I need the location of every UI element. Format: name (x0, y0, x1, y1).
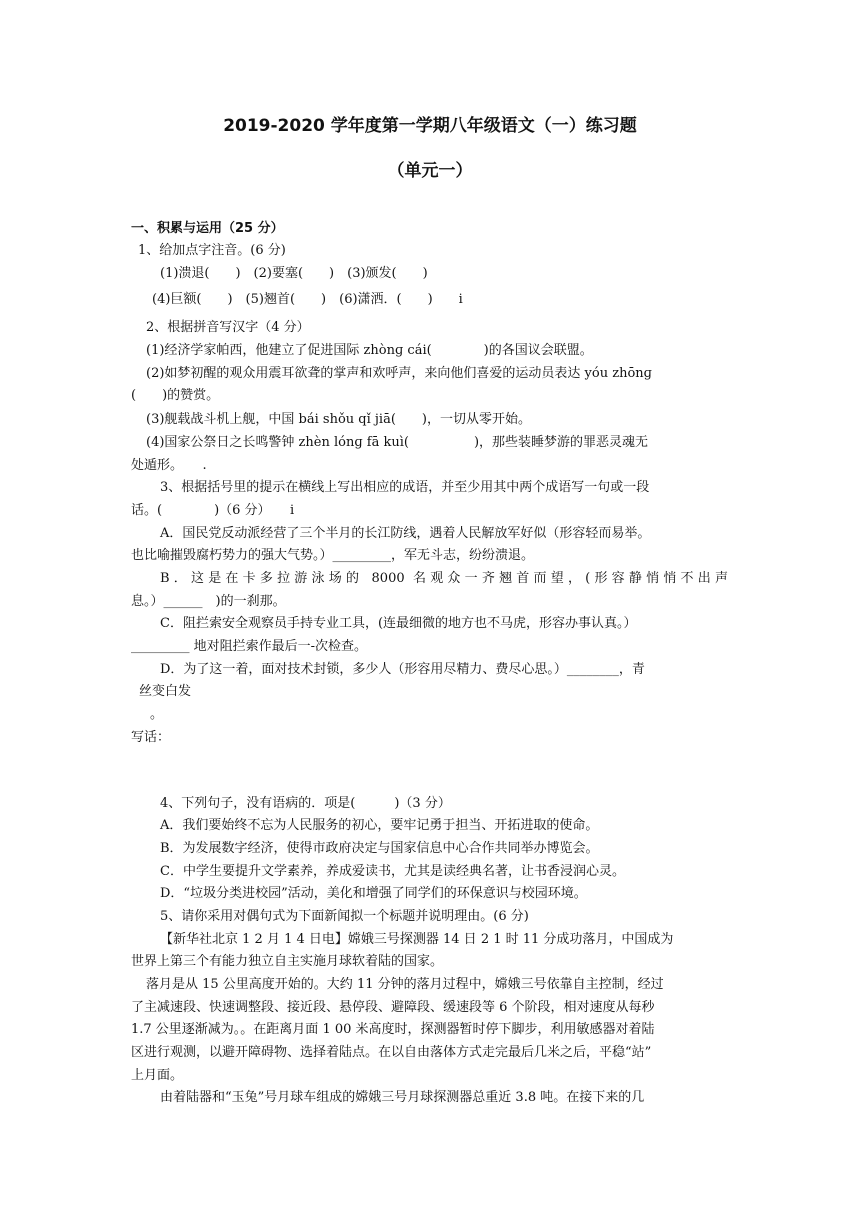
question-4-option-a: A．我们要始终不忘为人民服务的初心，要牢记勇于担当、开拓进取的使命。 (160, 818, 599, 833)
question-3-option-b: B．这是在卡多拉游泳场的 8000 名观众一齐翘首而望，(形容静悄悄不出声 (160, 571, 728, 586)
question-3-option-a-cont: 也比喻摧毁腐朽势力的强大气势。）_________，军无斗志，纷纷溃退。 (131, 548, 535, 563)
question-4-stem: 4、下列句子，没有语病的．项是( )（3 分） (160, 796, 451, 811)
question-3-option-b-cont: 息。）______ )的一刹那。 (131, 594, 286, 609)
page-subtitle: （单元一） (387, 161, 473, 181)
question-2-stem: 2、根据拼音写汉字（4 分） (146, 320, 310, 335)
question-3-option-d-end: 。 (150, 707, 164, 722)
question-2-item-3: (3)舰载战斗机上舰，中国 bái shǒu qǐ jiā( )，一切从零开始。 (146, 412, 531, 427)
question-2-item-4-cont: 处遁形。 . (131, 458, 207, 473)
question-3-stem-cont: 话。( )（6 分） i (131, 503, 295, 518)
question-1-line-1: (1)溃退( ) (2)要塞( ) (3)颁发( ) (160, 266, 428, 281)
news-paragraph-3: 由着陆器和“玉兔”号月球车组成的嫦娥三号月球探测器总重近 3.8 吨。在接下来的几 (160, 1090, 645, 1105)
news-paragraph-2-line-2: 了主减速段、快速调整段、接近段、悬停段、避障段、缓速段等 6 个阶段，相对速度从每秒 (131, 1000, 655, 1015)
question-2-item-2: (2)如梦初醒的观众用震耳欲聋的掌声和欢呼声，来向他们喜爱的运动员表达 yóu zhōnɡ (146, 366, 652, 381)
question-3-option-c: C．阻拦索安全观察员手持专业工具，(连最细微的地方也不马虎，形容办事认真。） (160, 616, 637, 631)
question-5-stem: 5、请你采用对偶句式为下面新闻拟一个标题并说明理由。(6 分) (160, 909, 529, 924)
question-4-option-d: D．“垃圾分类进校园”活动，美化和增强了同学们的环保意识与校园环境。 (160, 886, 587, 901)
question-1-line-2: (4)巨额( ) (5)翘首( ) (6)潇洒．( ) i (152, 292, 463, 307)
page-title: 2019-2020 学年度第一学期八年级语文（一）练习题 (223, 116, 637, 136)
question-4-option-b: B．为发展数字经济，使得市政府决定与国家信息中心合作共同举办博览会。 (160, 841, 599, 856)
question-3-option-d: D．为了这一着，面对技术封锁，多少人（形容用尽精力、费尽心思。）________，青 (160, 662, 645, 677)
question-3-option-c-cont: _________ 地对阻拦索作最后一-次检查。 (131, 639, 368, 654)
question-3-option-d-cont: 丝变白发 (139, 684, 192, 699)
question-1-stem: 1、给加点字注音。(6 分) (138, 243, 286, 258)
news-paragraph-2: 落月是从 15 公里高度开始的。大约 11 分钟的落月过程中，嫦娥三号依靠自主控制，经过 (146, 977, 664, 992)
question-2-item-2-cont: ( )的赞赏。 (131, 388, 220, 403)
question-3-stem: 3、根据括号里的提示在横线上写出相应的成语，并至少用其中两个成语写一句或一段 (160, 480, 650, 495)
news-paragraph-2-line-5: 上月面。 (131, 1068, 184, 1083)
news-paragraph-2-line-3: 1.7 公里逐渐减为。。在距离月面 1 00 米高度时，探测器暂时停下脚步，利用敏感器对着陆 (131, 1022, 655, 1037)
question-4-option-c: C．中学生要提升文学素养，养成爱读书，尤其是读经典名著，让书香浸润心灵。 (160, 864, 625, 879)
news-paragraph-2-line-4: 区进行观测，以避开障碍物、选择着陆点。在以自由落体方式走完最后几米之后，平稳“站” (131, 1045, 652, 1060)
news-paragraph-1-cont: 世界上第三个有能力独立自主实施月球软着陆的国家。 (131, 954, 444, 969)
section-heading: 一、积累与运用（25 分） (131, 221, 284, 236)
news-paragraph-1: 【新华社北京 1 2 月 1 4 日电】嫦娥三号探测器 14 日 2 1 时 11 分成功落月，中国成为 (160, 932, 674, 947)
question-3-option-a: A．国民党反动派经营了三个半月的长江防线，遇着人民解放军好似（形容轻而易举。 (160, 526, 651, 541)
question-2-item-4: (4)国家公祭日之长鸣警钟 zhèn lónɡ fā kuì( )，那些装睡梦游的罪恶灵魂无 (146, 435, 649, 450)
write-label: 写话： (131, 730, 171, 745)
question-2-item-1: (1)经济学家帕西，他建立了促进国际 zhònɡ cái( )的各国议会联盟。 (146, 343, 593, 358)
